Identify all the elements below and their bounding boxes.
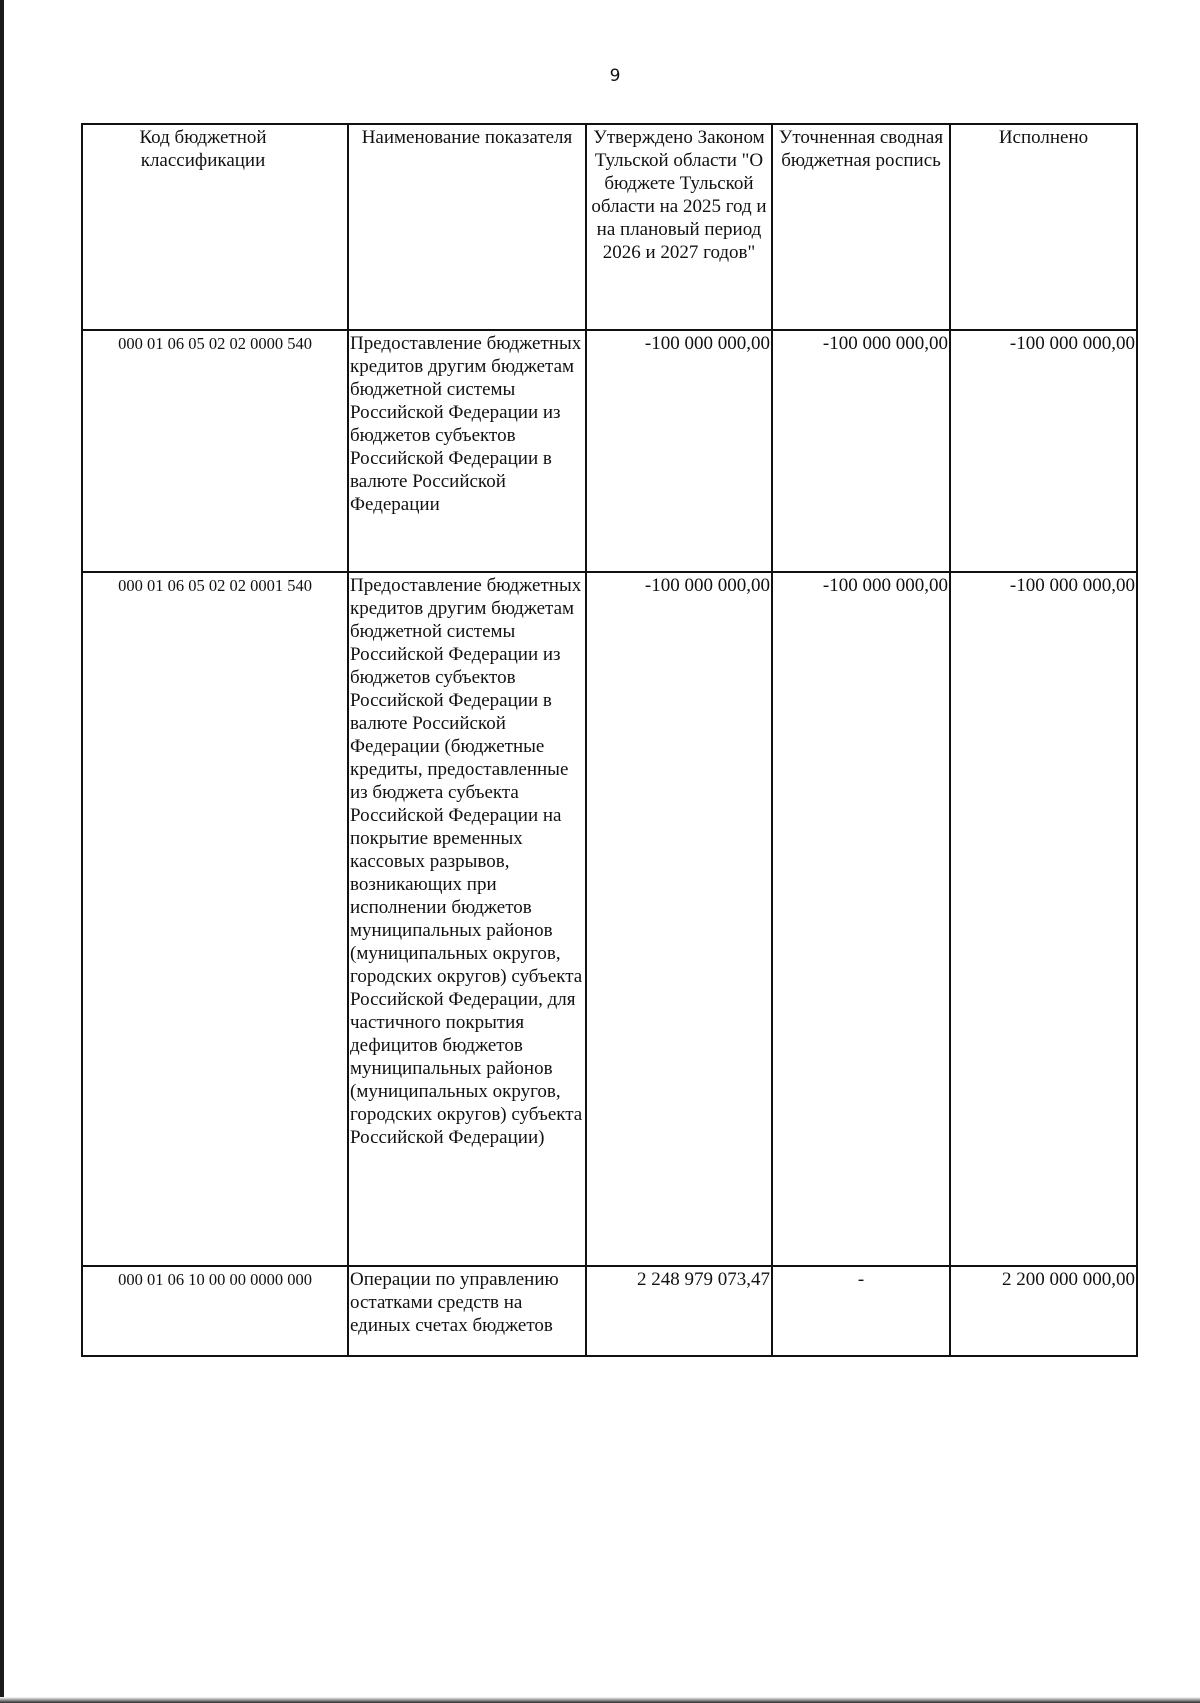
row-refined: -: [772, 1266, 950, 1356]
row-name: Предоставление бюджетных кредитов другим бюджетам бюджетной системы Российской Федерации из бюджетов субъектов Российской Федерации в валюте Российской Федерации (бюджетные кредиты, предоставленные из бюджета субъекта Российской Федерации на покрытие временных кассовых разрывов, возникающих при исполнении бюджетов муниципальных районов (муниципальных округов, городских округов) субъекта Российской Федерации, для частичного покрытия дефицитов бюджетов муниципальных районов (муниципальных округов, городских округов) субъекта Российской Федерации): [348, 572, 586, 1266]
row-executed: 2 200 000 000,00: [950, 1266, 1137, 1356]
row-name: Предоставление бюджетных кредитов другим бюджетам бюджетной системы Российской Федерации из бюджетов субъектов Российской Федерации в валюте Российской Федерации: [348, 330, 586, 572]
row-approved: -100 000 000,00: [586, 330, 772, 572]
row-code: 000 01 06 10 00 00 0000 000: [82, 1266, 348, 1356]
row-executed: -100 000 000,00: [950, 330, 1137, 572]
header-approved: Утверждено Законом Тульской области "О бюджете Тульской области на 2025 год и на плановый период 2026 и 2027 годов": [586, 124, 772, 330]
table-row: [82, 1266, 1137, 1356]
row-code: 000 01 06 05 02 02 0000 540: [82, 330, 348, 572]
header-name: Наименование показателя: [348, 124, 586, 330]
table-row: [82, 572, 1137, 1266]
row-executed: -100 000 000,00: [950, 572, 1137, 1266]
row-refined: -100 000 000,00: [772, 572, 950, 1266]
header-code: Код бюджетной классификации: [82, 124, 348, 330]
row-approved: 2 248 979 073,47: [586, 1266, 772, 1356]
budget-sources-table: [81, 123, 1138, 1357]
header-executed: Исполнено: [950, 124, 1137, 330]
scan-edge-bottom: [0, 1697, 1200, 1703]
scan-edge: [0, 0, 4, 1703]
table-header-row: [82, 124, 1137, 330]
header-refined: Уточненная сводная бюджетная роспись: [772, 124, 950, 330]
page-number: 9: [609, 66, 621, 86]
table-row: [82, 330, 1137, 572]
row-approved: -100 000 000,00: [586, 572, 772, 1266]
row-refined: -100 000 000,00: [772, 330, 950, 572]
row-name: Операции по управлению остатками средств на единых счетах бюджетов: [348, 1266, 586, 1356]
row-code: 000 01 06 05 02 02 0001 540: [82, 572, 348, 1266]
